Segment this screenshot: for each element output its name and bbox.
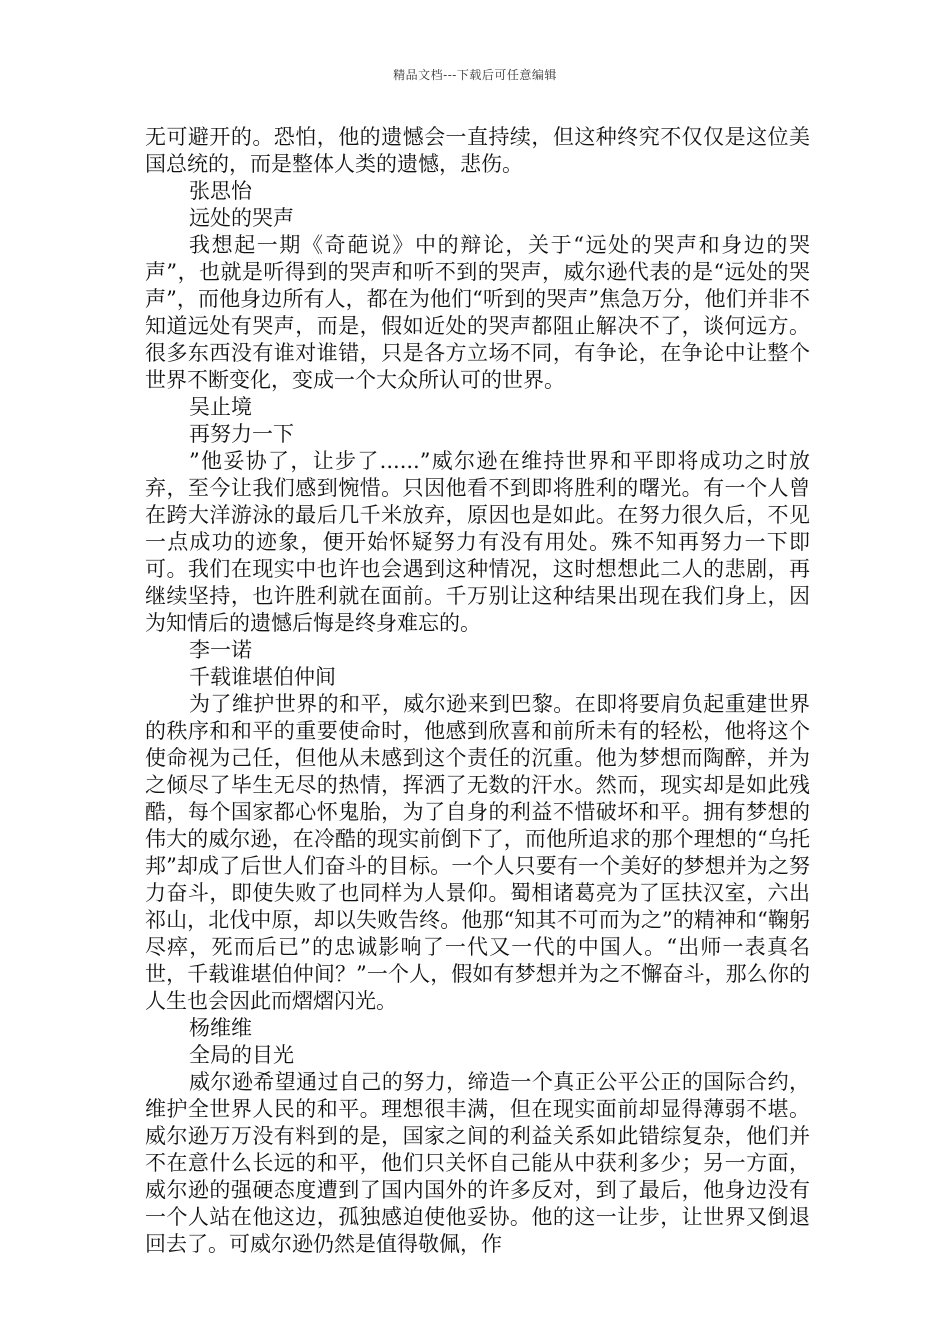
essay-title: 全局的目光 <box>189 1043 294 1067</box>
author-name: 李一诺 <box>189 638 252 662</box>
author-name: 张思怡 <box>189 179 252 203</box>
paragraph: 我想起一期《奇葩说》中的辩论，关于“远处的哭声和身边的哭声”，也就是听得到的哭声和听不到的哭声，威尔逊代表的是“远处的哭声”，而他身边所有人，都在为他们“听到的哭声”焦急万分，他们并非不知道远处有哭声，而是，假如近处的哭声都阻止解决不了，谈何远方。很多东西没有谁对谁错，只是各方立场不同，有争论，在争论中让整个世界不断变化，变成一个大众所认可的世界。 <box>145 233 810 392</box>
paragraph: 为了维护世界的和平，威尔逊来到巴黎。在即将要肩负起重建世界的秩序和和平的重要使命时，他感到欣喜和前所未有的轻松，他将这个使命视为己任，但他从未感到这个责任的沉重。他为梦想而陶醉，并为之倾尽了毕生无尽的热情，挥洒了无数的汗水。然而，现实却是如此残酷，每个国家都心怀鬼胎，为了自身的利益不惜破坏和平。拥有梦想的伟大的威尔逊，在冷酷的现实前倒下了，而他所追求的那个理想的“乌托邦”却成了后世人们奋斗的目标。一个人只要有一个美好的梦想并为之努力奋斗，即使失败了也同样为人景仰。蜀相诸葛亮为了匡扶汉室，六出祁山，北伐中原，却以失败告终。他那“知其不可而为之”的精神和“鞠躬尽瘁，死而后已”的忠诚影响了一代又一代的中国人。“出师一表真名世，千载谁堪伯仲间？”一个人，假如有梦想并为之不懈奋斗，那么你的人生也会因此而熠熠闪光。 <box>145 692 810 1013</box>
essay-title: 千载谁堪伯仲间 <box>189 665 336 689</box>
author-name: 吴止境 <box>189 395 252 419</box>
paragraph: 威尔逊希望通过自己的努力，缔造一个真正公平公正的国际合约，维护全世界人民的和平。理想很丰满，但在现实面前却显得薄弱不堪。威尔逊万万没有料到的是，国家之间的利益关系如此错综复杂，他们并不在意什么长远的和平，他们只关怀自己能从中获利多少；另一方面，威尔逊的强硬态度遭到了国内国外的许多反对，到了最后，他身边没有一个人站在他这边，孤独感迫使他妥协。他的这一让步，让世界又倒退回去了。可威尔逊仍然是值得敬佩，作 <box>145 1070 810 1256</box>
essay-title: 再努力一下 <box>189 422 294 446</box>
page-header: 精品文档---下载后可任意编辑 <box>393 68 557 82</box>
paragraph: ”他妥协了，让步了......”威尔逊在维持世界和平即将成功之时放弃，至今让我们感到惋惜。只因他看不到即将胜利的曙光。有一个人曾在跨大洋游泳的最后几千米放弃，原因也是如此。在努力很久后，不见一点成功的迹象，便开始怀疑努力有没有用处。殊不知再努力一下即可。我们在现实中也许也会遇到这种情况，这时想想此二人的悲剧，再继续坚持，也许胜利就在面前。千万别让这种结果出现在我们身上，因为知情后的遗憾后悔是终身难忘的。 <box>145 449 810 635</box>
author-name: 杨维维 <box>189 1016 252 1040</box>
essay-title: 远处的哭声 <box>189 206 294 230</box>
paragraph: 无可避开的。恐怕，他的遗憾会一直持续，但这种终究不仅仅是这位美国总统的，而是整体人类的遗憾，悲伤。 <box>145 125 810 176</box>
document-body <box>145 124 810 1258</box>
